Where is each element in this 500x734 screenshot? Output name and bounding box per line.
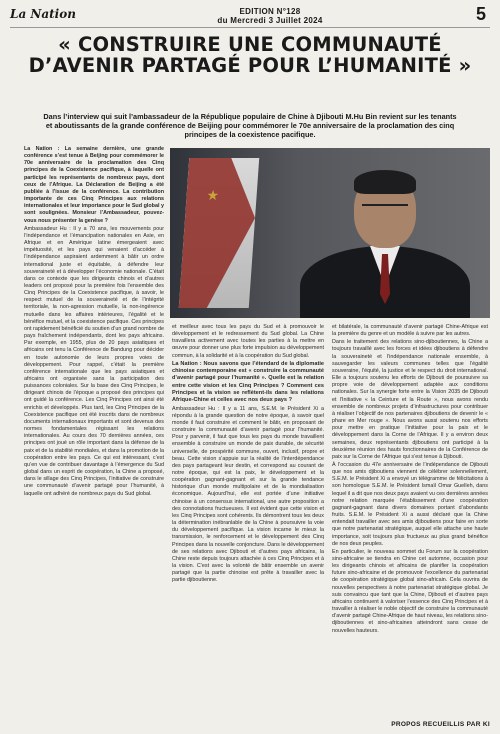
interview-answer-1: Ambassadeur Hu : Il y a 70 ans, les mouvements pour l’indépendance et l’émancipation nationales en Asie, en Afrique et en Amérique latine émergeaient avec impétuosité, et les pays qui venaient d’accéder à l’indépendance aspiraient ardemment à bâtir un ordre international juste et équitable, à défendre leur souveraineté et à développer l’économie nationale. C’était dans ce contexte que les dirigeants chinois et d’autres leaders ont proposé pour la première fois l’ensemble des Cinq Principes de la Coexistence pacifique, à savoir, le respect mutuel de la souveraineté et de l’intégrité territoriale, la non-agression mutuelle, la non-ingérence mutuelle dans les affaires intérieures, l’égalité et le bénéfice mutuel, et la coexistence pacifique. Ces principes ont rapidement bénéficié du soutien d’un grand nombre de pays fraîchement indépendants, dont les pays africains. Par exemple, en 1955, plus de 20 pays asiatiques et africains ont tenu la Conférence de Bandung pour décider en toute autonomie de leurs propres voies de développement. Pour rappel, c’était la première conférence internationale que les pays asiatiques et africains ont organisée sans la participation des puissances coloniales. Sur la base des Cinq Principes, le dirigeant chinois de l’époque a proposé des principes qui ont guidé la conférence. Les Cinq Principes ont ainsi été enrichis et développés. Plus tard, les Cinq Principes de la Coexistence pacifique ont été inscrits dans de nombreux documents internationaux importants et sont devenus des normes fondamentales régissant les relations internationales. Au cours des 70 dernières années, ces principes ont joué un rôle important dans la défense de la paix et de la stabilité mondiales, et dans la promotion de la coopération entre les pays. Ce qui est intéressant, c’est qu’en vue de contribuer davantage à l’émergence du Sud global dans un esprit de coopération, la Chine a proposé, dans le sillage des Cinq Principes, l’initiative de construire une communauté d’avenir partagé pour l’humanité, à laquelle ont adhéré de nombreux pays du Sud global. xyxy=(24,225,164,497)
ambassador-portrait xyxy=(300,168,470,318)
column-1 xyxy=(24,146,164,728)
newspaper-logo: La Nation xyxy=(10,7,76,21)
answer-continuation: et meilleur avec tous les pays du Sud et à promouvoir le développement et le redressement du Sud global. La Chine travaillera activement avec toutes les parties à la mettre en œuvre pour donner une plus forte impulsion au développement commun, à la solidarité et à la coopération du Sud global. xyxy=(172,324,324,359)
edition-info xyxy=(200,7,340,25)
article-subhead: Dans l’interview qui suit l’ambassadeur de la République populaire de Chine à Djibouti M.Hu Bin revient sur les tenants et aboutissants de la grande conférence de Beijing pour commémorer le 70e anniversaire de la proclamation des cinq principes de la coexistence pacifique. xyxy=(43,112,457,139)
interview-question-2: La Nation : Nous savons que l’étendard de la diplomatie chinoise contemporaine est « construire la communauté d’avenir partagé pour l’humanité ». Quelle est la relation entre cette vision et les Cinq Principes ? Comment ces Principes et la vision se reflètent-ils dans les relations Afrique-Chine et celles avec nos deux pays ? xyxy=(172,360,324,404)
article-headline: « CONSTRUIRE UNE COMMUNAUTÉ D’AVENIR PARTAGÉ POUR L’HUMANITÉ » xyxy=(28,33,472,77)
masthead xyxy=(10,6,490,28)
star-icon: ★ xyxy=(206,189,220,204)
column-3-para-1: et bilatérale, la communauté d’avenir partagé Chine-Afrique est la première du genre et un modèle à suivre par les autres. xyxy=(332,324,488,338)
flag-graphic xyxy=(179,158,259,308)
edition-number: EDITION N°128 xyxy=(239,7,301,16)
page-number: 5 xyxy=(475,4,486,24)
interview-answer-2: Ambassadeur Hu : Il y a 11 ans, S.E.M. le Président Xi a répondu à la grande question de notre époque, à savoir quel monde il faut construire et comment le bâtir, en proposant de construire la communauté d’avenir partagé pour l’humanité. Pour y parvenir, il faut que tous les pays du monde travaillent ensemble à construire un monde de paix durable, de sécurité universelle, de prospérité commune, ouvert, inclusif, propre et beau. Cette vision s’appuie sur la réalité de l’interdépendance des pays partageant leur destin, et correspond au courant de notre époque, qui est la paix, le développement et la coopération gagnant-gagnant et sur la grande tendance historique d’un monde multipolaire et de la mondialisation économique. Aujourd’hui, elle est portée d’une initiative chinoise à un consensus international, une autre proposition a des connotations fructueuses. Il est évident que cette vision et les Cinq Principes sont cohérents. Ils démontrent tous les deux la détermination inébranlable de la Chine à poursuivre la voie du développement pacifique. La vision incarne le mieux la transmission, le renforcement et le développement des Cinq Principes dans la nouvelle conjoncture. Dans le développement de ses relations avec Djibouti et d’autres pays africains, la Chine reste depuis toujours attachée à ces Cinq Principes et à la vision. C’est avec la volonté de bâtir ensemble un avenir partagé que la partie chinoise est prête à travailler avec la partie djiboutienne. xyxy=(172,405,324,584)
column-3-para-4: En particulier, le nouveau sommet du Forum sur la coopération sino-africaine se tiendra en Chine cet automne, occasion pour les dirigeants chinois et africains de planifier la coopération future sino-africaine et de promouvoir l’excellence du partenariat de coopération stratégique global sino-africain. Cela ouvrira de nouvelles perspectives à notre partenariat stratégique global. Je suis convaincu que tant que la Chine, Djibouti et d’autres pays africains continuent à valoriser l’essence des Cinq Principes et à travailler à réaliser le noble objectif de construire la communauté d’avenir partagé Chine-Afrique de haut niveau, les relations sino-djiboutiennes et sino-africaines atteindront sans cesse de nouvelles hauteurs. xyxy=(332,548,488,634)
ambassador-photo xyxy=(170,148,490,318)
column-3 xyxy=(332,324,488,708)
edition-date: du Mercredi 3 Juillet 2024 xyxy=(217,16,323,25)
column-3-para-2: Dans le traitement des relations sino-djiboutiennes, la Chine a toujours travaillé avec les forces et idées djiboutiens à défendre la souveraineté et l’indépendance nationale ensemble, à sauvegarder les valeurs communes telles que l’égalité souveraine, l’équité, la justice et le respect du droit international. Elle a toujours soutenu les efforts de Djibouti de poursuivre sa propre voie de développement adaptée aux conditions nationales. Sur la synergie forte entre la Vision 2035 de Djibouti et l’Initiative « la Ceinture et la Route », nous avons rendu ensemble de nombreux projets d’infrastructures pour contribuer à réaliser l’objectif de nos partenaires djiboutiens de devenir le « phare en Mer rouge ». Nous avons aussi soutenu nos efforts pour mettre en pratique l’initiative pour la paix et le développement dans la Corne de l’Afrique. Il y a environ deux semaines, deux représentants djiboutiens ont participé à la deuxième réunion des hauts fonctionnaires de la Conférence de paix sur la Corne de l’Afrique qui s’est tenue à Djibouti. xyxy=(332,339,488,460)
article-credit: PROPOS RECUEILLIS PAR KI xyxy=(391,721,490,728)
column-3-para-3: À l’occasion du 47e anniversaire de l’indépendance de Djibouti que nos amis djiboutiens viennent de célébrer solennellement, S.E.M. le Président Xi a envoyé un télégramme de félicitations à son homologue S.E.M. le Président Ismaïl Omar Guelleh, dans lequel il a dit que nos deux pays avaient vu ces dernières années notre relation marquée l’établissement d’une coopération gagnant-gagnant dans divers domaines portant d’abondants fruits. S.E.M. le Président Xi a aussi déclaré que la Chine entendait travailler avec ses amis djiboutiens pour faire en sorte que notre partenariat stratégique, auquel elle attache une haute importance, soit toujours plus fructueux au plus grand bénéfice de nos deux peuples. xyxy=(332,461,488,547)
interview-question-1: La Nation : La semaine dernière, une grande conférence s’est tenue à Beijing pour commémorer le 70e anniversaire de la proclamation des Cinq principes de la Coexistence pacifique, à laquelle ont participé les représentants de nombreux pays, dont ceux de l’Afrique. La Déclaration de Beijing a été publiée à l’issue de la conférence. La contribution importante de ces Cinq Principes aux relations internationales et leur importance pour le Sud global y sont soulignées. Monsieur l’Ambassadeur, pouvez-vous nous présenter la genèse ? xyxy=(24,146,164,224)
column-2 xyxy=(172,324,324,726)
